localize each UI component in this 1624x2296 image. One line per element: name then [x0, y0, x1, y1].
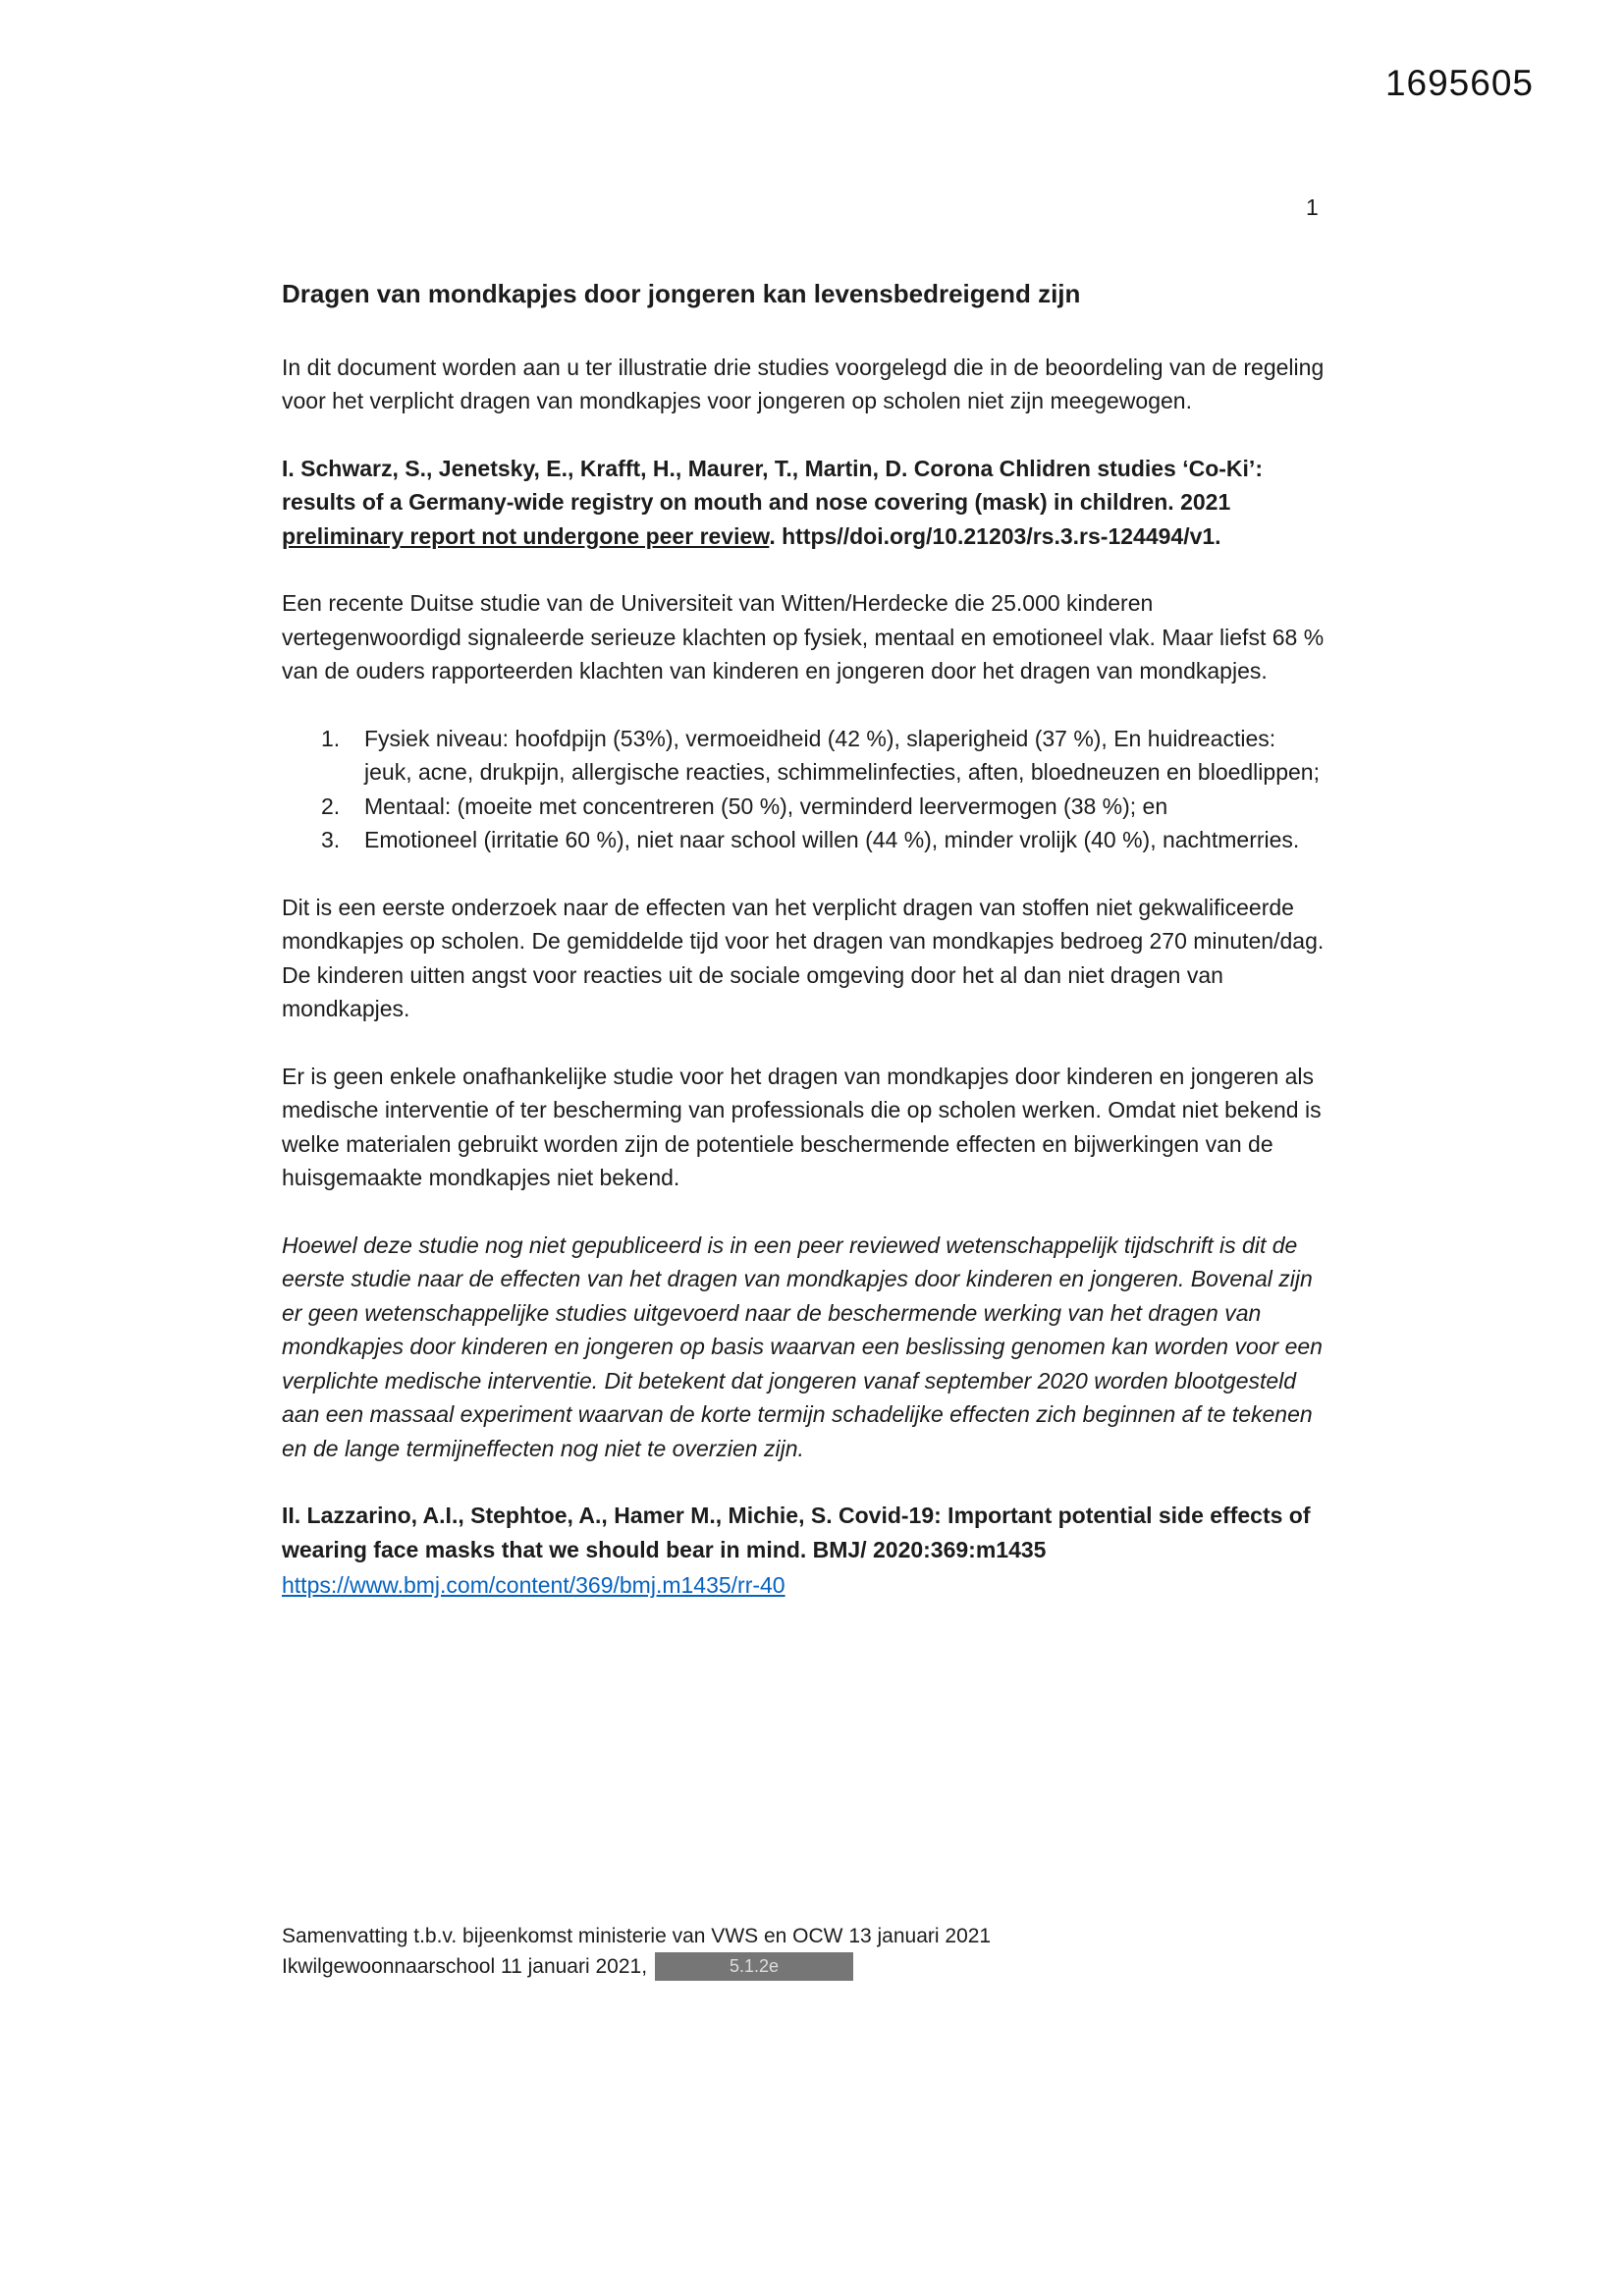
list-item-marker: 1.	[321, 725, 341, 751]
list-item	[282, 722, 1328, 790]
findings-list	[282, 722, 1328, 857]
list-item-text: Emotioneel (irritatie 60 %), niet naar school willen (44 %), minder vrolijk (40 %), nachtmerries.	[364, 827, 1300, 853]
list-item-text: Fysiek niveau: hoofdpijn (53%), vermoeidheid (42 %), slaperigheid (37 %), En huidreacties: jeuk, acne, drukpijn, allergische reacties, schimmelinfecties, aften, bloedneuzen en bloedlippen;	[364, 725, 1320, 786]
list-item-marker: 2.	[321, 793, 341, 819]
study2-heading: II. Lazzarino, A.I., Stephtoe, A., Hamer M., Michie, S. Covid-19: Important potential side effects of wearing face masks that we should bear in mind. BMJ/ 2020:369:m1435	[282, 1503, 1311, 1562]
study1-paragraph-3: Er is geen enkele onafhankelijke studie voor het dragen van mondkapjes door kinderen en jongeren als medische interventie of ter bescherming van professionals die op scholen werken. Omdat niet bekend is welke materialen gebruikt worden zijn de potentiele beschermende effecten en bijwerkingen van de huisgemaakte mondkapjes niet bekend.	[282, 1063, 1322, 1191]
document-footer	[282, 1921, 991, 1982]
footer-line-2-text: Ikwilgewoonnaarschool 11 januari 2021,	[282, 1955, 648, 1978]
study1-heading-post: . https//doi.org/10.21203/rs.3.rs-124494/v1.	[769, 522, 1221, 549]
intro-paragraph: In dit document worden aan u ter illustratie drie studies voorgelegd die in de beoordeling van de regeling voor het verplicht dragen van mondkapjes voor jongeren op scholen niet zijn meegewogen.	[282, 354, 1325, 414]
study1-heading	[282, 452, 1328, 554]
redaction-box: 5.1.2e	[655, 1952, 853, 1981]
document-title: Dragen van mondkapjes door jongeren kan levensbedreigend zijn	[282, 279, 1081, 308]
document-body	[282, 278, 1328, 1603]
study1-paragraph-1: Een recente Duitse studie van de Universiteit van Witten/Herdecke die 25.000 kinderen vertegenwoordigd signaleerde serieuze klachten op fysiek, mentaal en emotioneel vlak. Maar liefst 68 % van de ouders rapporteerden klachten van kinderen en jongeren door het dragen van mondkapjes.	[282, 590, 1325, 684]
document-id-stamp: 1695605	[1384, 63, 1534, 103]
study1-heading-underlined: preliminary report not undergone peer review	[282, 522, 770, 549]
study1-commentary-paragraph: Hoewel deze studie nog niet gepubliceerd is in een peer reviewed wetenschappelijk tijdschrift is dit de eerste studie naar de effecten van het dragen van mondkapjes door kinderen en jongeren. Bovenal zijn er geen wetenschappelijke studies uitgevoerd naar de beschermende werking van het dragen van mondkapjes door kinderen en jongeren op basis waarvan een beslissing genomen kan worden voor een verplichte medische interventie. Dit betekent dat jongeren vanaf september 2020 worden blootgesteld aan een massaal experiment waarvan de korte termijn schadelijke effecten zich beginnen af te tekenen en de lange termijneffecten nog niet te overzien zijn.	[282, 1231, 1323, 1461]
study1-heading-pre: I. Schwarz, S., Jenetsky, E., Krafft, H., Maurer, T., Martin, D. Corona Chlidren studies ‘Co-Ki’: results of a Germany-wide registry on mouth and nose covering (mask) in children. 2021	[282, 455, 1263, 516]
list-item	[282, 823, 1328, 857]
study1-paragraph-2: Dit is een eerste onderzoek naar de effecten van het verplicht dragen van stoffen niet gekwalificeerde mondkapjes op scholen. De gemiddelde tijd voor het dragen van mondkapjes bedroeg 270 minuten/dag. De kinderen uitten angst voor reacties uit de sociale omgeving door het al dan niet dragen van mondkapjes.	[282, 894, 1325, 1022]
study2-link[interactable]: https://www.bmj.com/content/369/bmj.m1435/rr-40	[282, 1572, 785, 1599]
page-number: 1	[1306, 194, 1319, 220]
footer-line-1: Samenvatting t.b.v. bijeenkomst ministerie van VWS en OCW 13 januari 2021	[282, 1925, 992, 1947]
list-item	[282, 790, 1328, 824]
list-item-marker: 3.	[321, 827, 341, 853]
footer-line-2	[282, 1951, 991, 1982]
list-item-text: Mentaal: (moeite met concentreren (50 %), verminderd leervermogen (38 %); en	[364, 793, 1168, 819]
